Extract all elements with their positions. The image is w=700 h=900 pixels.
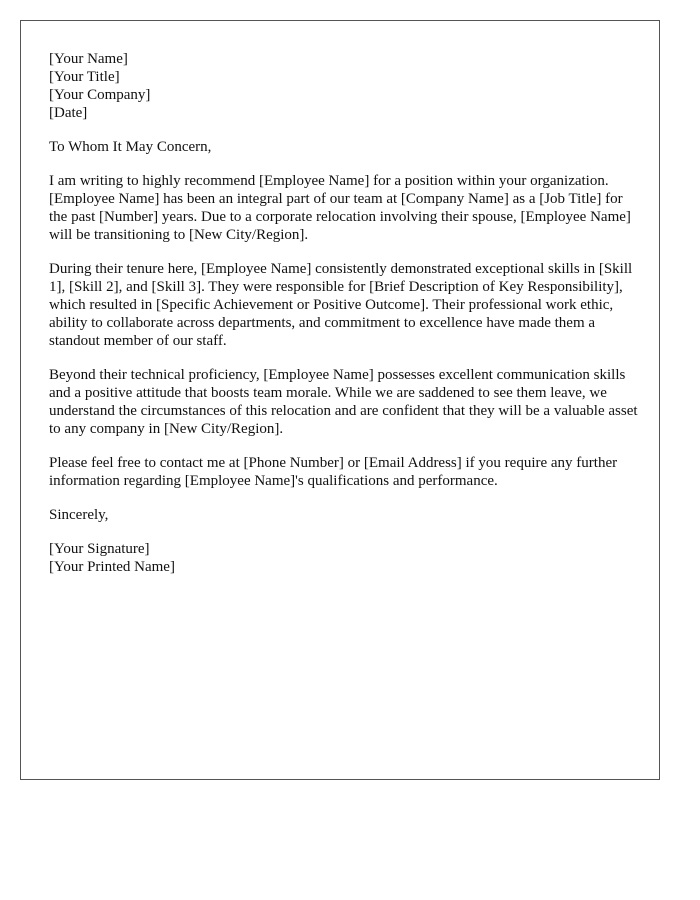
paragraph-character: Beyond their technical proficiency, [Employee Name] possesses excellent communication skills and a positive attitude that boosts team morale. While we are saddened to see them leave, we understand the circumstances of this relocation and are confident that they will be a valuable asset to any company in [New City/Region]. (49, 367, 638, 437)
paragraph-introduction: I am writing to highly recommend [Employee Name] for a position within your organization. [Employee Name] has been an integral part of our team at [Company Name] as a [Job Title] for the past [Number] years. Due to a corporate relocation involving their spouse, [Employee Name] will be transitioning to [New City/Region]. (49, 173, 631, 243)
signature-line: [Your Signature] (49, 541, 150, 557)
sender-name: [Your Name] (49, 51, 128, 67)
sender-company: [Your Company] (49, 87, 151, 103)
letter-page (20, 20, 660, 780)
sender-block (49, 50, 639, 122)
letter-body (49, 50, 639, 592)
sender-title: [Your Title] (49, 69, 120, 85)
paragraph-contact: Please feel free to contact me at [Phone Number] or [Email Address] if you require any further information regarding [Employee Name]'s qualifications and performance. (49, 455, 618, 489)
paragraph-skills: During their tenure here, [Employee Name] consistently demonstrated exceptional skills in [Skill 1], [Skill 2], and [Skill 3]. They were responsible for [Brief Description of Key Responsibility], which resulted in [Specific Achievement or Positive Outcome]. Their professional work ethic, ability to collaborate across departments, and commitment to excellence have made them a standout member of our staff. (49, 261, 633, 349)
signature-block (49, 540, 639, 576)
closing: Sincerely, (49, 507, 109, 523)
printed-name: [Your Printed Name] (49, 559, 175, 575)
letter-date: [Date] (49, 105, 88, 121)
salutation: To Whom It May Concern, (49, 139, 212, 155)
